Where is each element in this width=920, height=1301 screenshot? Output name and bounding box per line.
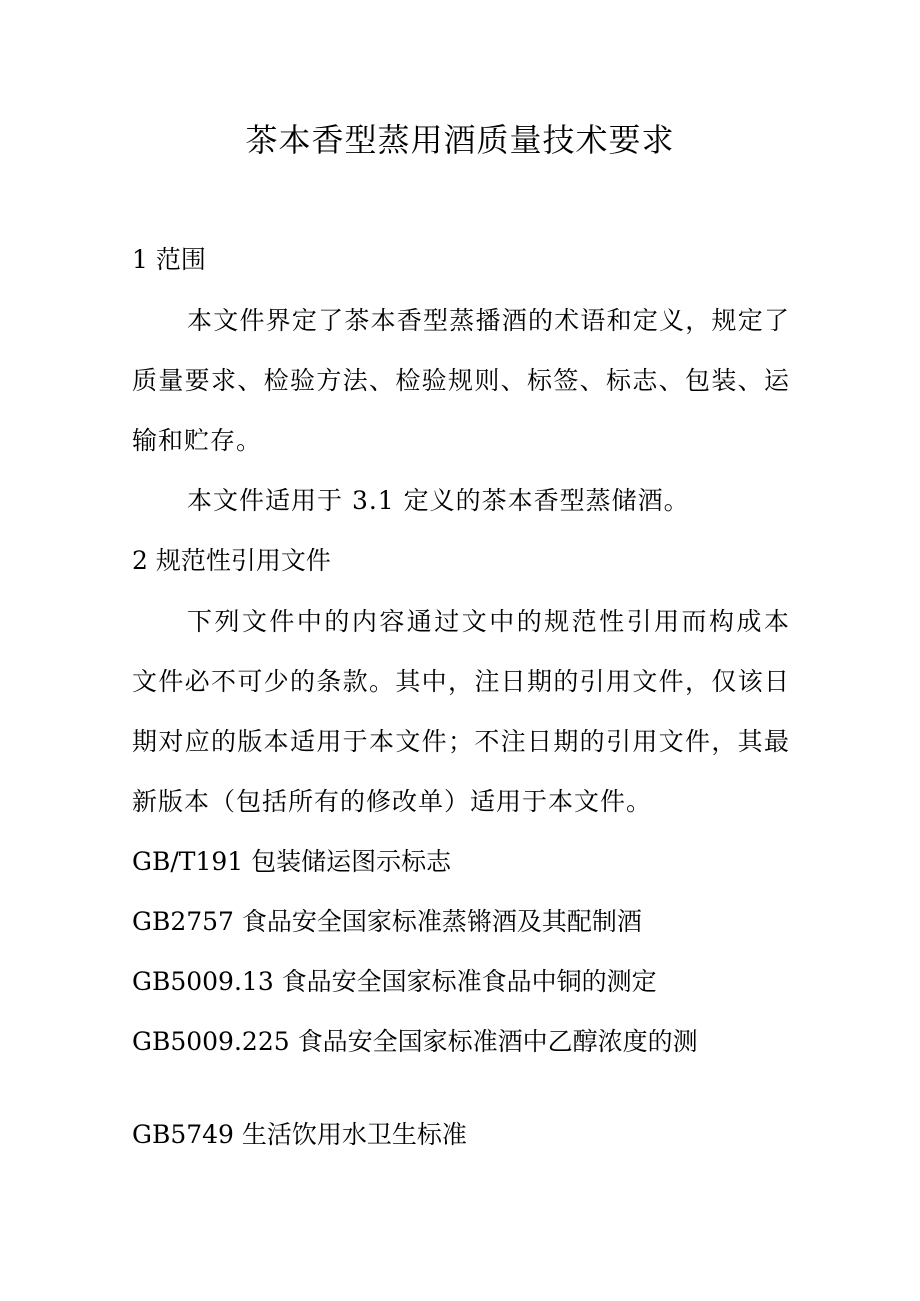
paragraph-line: 输和贮存。 [132, 426, 263, 455]
paragraph-line: 质量要求、检验方法、检验规则、标签、标志、包装、运 [132, 366, 790, 395]
reference-item: GB5749 生活饮用水卫生标准 [132, 1120, 467, 1149]
paragraph-line: 本文件适用于 3.1 定义的茶本香型蒸储酒。 [187, 486, 690, 515]
reference-item: GB5009.13 食品安全国家标准食品中铜的测定 [132, 967, 657, 996]
section-heading-normative-references: 2 规范性引用文件 [132, 546, 331, 575]
reference-item: GB5009.225 食品安全国家标准酒中乙醇浓度的测 [132, 1027, 698, 1056]
reference-item: GB2757 食品安全国家标准蒸锵酒及其配制酒 [132, 907, 642, 936]
paragraph-line: 下列文件中的内容通过文中的规范性引用而构成本 [187, 607, 790, 636]
paragraph-line: 期对应的版本适用于本文件；不注日期的引用文件，其最 [132, 727, 790, 756]
reference-item: GB/T191 包装储运图示标志 [132, 847, 452, 876]
document-title: 茶本香型蒸用酒质量技术要求 [245, 121, 675, 159]
paragraph-line: 文件必不可少的条款。其中，注日期的引用文件，仅该日 [132, 667, 790, 696]
section-heading-scope: 1 范围 [132, 245, 206, 274]
paragraph-line: 本文件界定了茶本香型蒸播酒的术语和定义，规定了 [187, 306, 790, 335]
paragraph-line: 新版本（包括所有的修改单）适用于本文件。 [132, 787, 653, 816]
